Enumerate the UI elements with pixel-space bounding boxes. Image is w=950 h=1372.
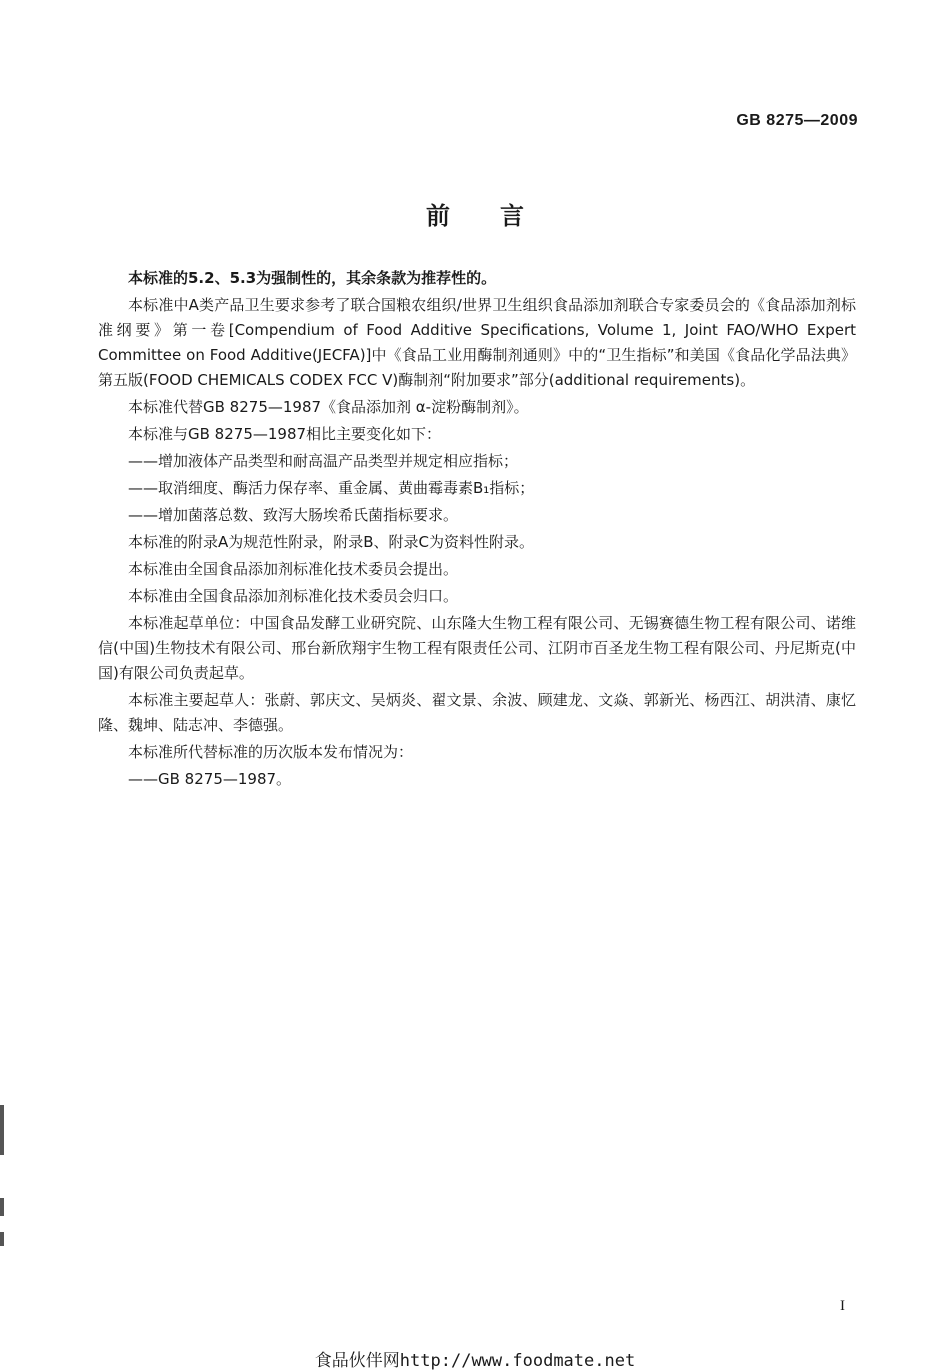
binding-edge-mark	[0, 1198, 4, 1216]
foreword-body	[98, 266, 856, 794]
paragraph-replaces: 本标准代替GB 8275—1987《食品添加剂 α-淀粉酶制剂》。	[128, 398, 529, 416]
paragraph-drafters: 本标准主要起草人：张蔚、郭庆文、吴炳炎、翟文景、余波、顾建龙、文焱、郭新光、杨西江、胡洪清、康忆隆、魏坤、陆志冲、李德强。	[98, 691, 856, 734]
page-number: I	[840, 1298, 845, 1314]
paragraph-mandatory-clauses: 本标准的5.2、5.3为强制性的，其余条款为推荐性的。	[128, 269, 497, 287]
paragraph-changes-intro: 本标准与GB 8275—1987相比主要变化如下：	[128, 425, 442, 443]
paragraph-proposed-by: 本标准由全国食品添加剂标准化技术委员会提出。	[128, 560, 459, 578]
binding-edge-mark	[0, 1232, 4, 1246]
paragraph-appendices: 本标准的附录A为规范性附录，附录B、附录C为资料性附录。	[128, 533, 535, 551]
history-item: ——GB 8275—1987。	[128, 770, 292, 788]
change-item: ——增加菌落总数、致泻大肠埃希氏菌指标要求。	[128, 506, 459, 524]
footer-watermark: 食品伙伴网http://www.foodmate.net	[314, 1351, 636, 1371]
page-title: 前言	[426, 202, 574, 230]
paragraph-references: 本标准中A类产品卫生要求参考了联合国粮农组织/世界卫生组织食品添加剂联合专家委员会的《食品添加剂标准纲要》第一卷[Compendium of Food Additive Specifications, Volume 1, Joint FAO/WHO Expert Committee on Food Additive(JECFA)]中《食品工业用酶制剂通则》中的“卫生指标”和美国《食品化学品法典》第五版(FOOD CHEMICALS CODEX FCC V)酶制剂“附加要求”部分(additional requirements)。	[98, 296, 856, 389]
change-item: ——增加液体产品类型和耐高温产品类型并规定相应指标；	[128, 452, 519, 470]
standard-code: GB 8275—2009	[736, 112, 858, 129]
paragraph-managed-by: 本标准由全国食品添加剂标准化技术委员会归口。	[128, 587, 459, 605]
paragraph-drafting-units: 本标准起草单位：中国食品发酵工业研究院、山东隆大生物工程有限公司、无锡赛德生物工程有限公司、诺维信(中国)生物技术有限公司、邢台新欣翔宇生物工程有限责任公司、江阴市百圣龙生物工程有限公司、丹尼斯克(中国)有限公司负责起草。	[98, 614, 856, 682]
change-item: ——取消细度、酶活力保存率、重金属、黄曲霉毒素B₁指标；	[128, 479, 535, 497]
binding-edge-mark	[0, 1105, 4, 1155]
paragraph-history-intro: 本标准所代替标准的历次版本发布情况为：	[128, 743, 414, 761]
